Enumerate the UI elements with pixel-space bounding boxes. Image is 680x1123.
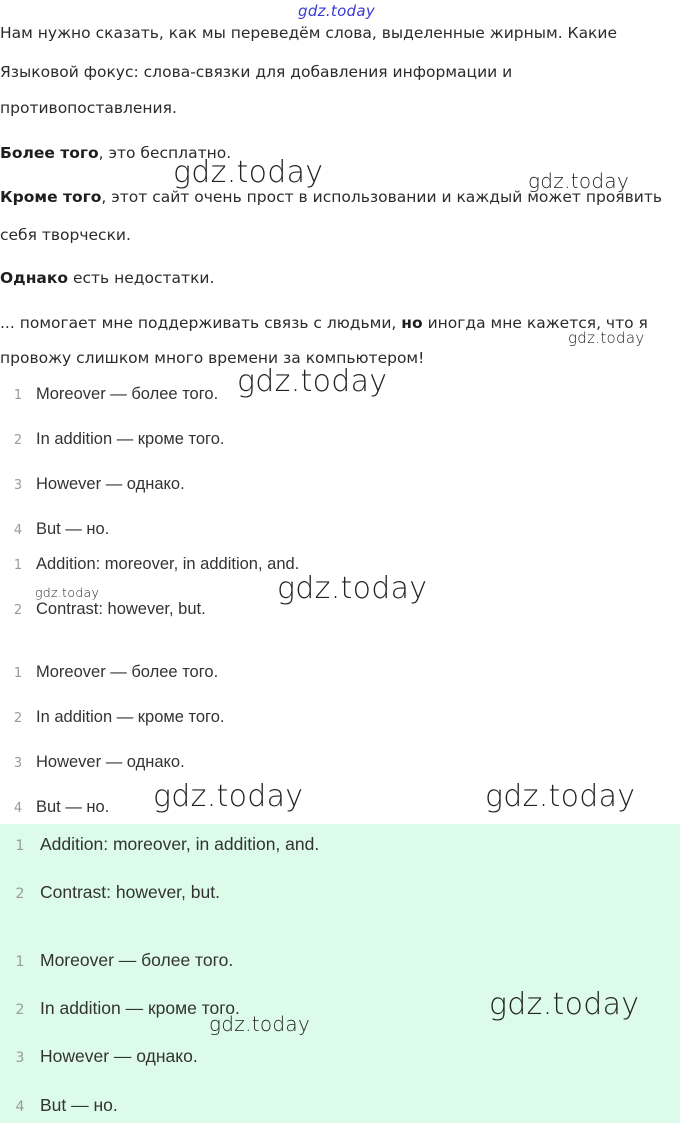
- list-number: 2: [15, 1002, 25, 1018]
- list-text: Contrast: however, but.: [40, 882, 220, 902]
- list-number: 3: [13, 756, 23, 771]
- list-item: [0, 997, 240, 1021]
- list-text: But — но.: [40, 1095, 118, 1115]
- list-item: [0, 474, 185, 496]
- list-number: 1: [13, 666, 23, 681]
- bold-phrase: Более того: [0, 144, 99, 162]
- list-number: 2: [15, 886, 25, 902]
- list-item: [0, 599, 206, 621]
- list-item: [0, 662, 218, 684]
- list-item: [0, 797, 109, 819]
- list-number: 1: [13, 558, 23, 573]
- sentence-pre: ... помогает мне поддерживать связь с людьми,: [0, 314, 402, 332]
- intro-line-2: Языковой фокус: слова-связки для добавления информации и: [0, 63, 513, 81]
- list-text: Moreover — более того.: [36, 663, 219, 681]
- list-item: [0, 384, 218, 406]
- list-text: Addition: moreover, in addition, and.: [40, 834, 320, 854]
- list-number: 1: [15, 838, 25, 854]
- sentence-2-cont: себя творчески.: [0, 226, 131, 244]
- highlighted-answer-block: [0, 824, 680, 1123]
- list-item: [0, 752, 185, 774]
- watermark: gdz.today: [153, 779, 304, 814]
- list-number: 3: [15, 1050, 25, 1066]
- list-item: [0, 881, 220, 905]
- list-text: In addition — кроме того.: [36, 430, 225, 448]
- sentence-rest: иногда мне кажется, что я: [422, 314, 648, 332]
- watermark: gdz.today: [568, 329, 645, 347]
- watermark: gdz.today: [489, 987, 640, 1022]
- list-number: 4: [15, 1099, 25, 1115]
- list-text: However — однако.: [40, 1046, 198, 1066]
- list-item: [0, 1045, 198, 1069]
- list-item: [0, 1094, 118, 1118]
- list-number: 2: [13, 433, 23, 448]
- sentence-rest: есть недостатки.: [68, 269, 215, 287]
- list-item: [0, 949, 233, 973]
- sentence-1: [0, 143, 680, 163]
- watermark: gdz.today: [237, 364, 388, 399]
- list-text: Moreover — более того.: [36, 385, 219, 403]
- list-text: Addition: moreover, in addition, and.: [36, 555, 300, 573]
- intro-line-1: Нам нужно сказать, как мы переведём слова, выделенные жирным. Какие: [0, 24, 618, 42]
- bold-phrase: но: [401, 314, 423, 332]
- list-item: [0, 707, 224, 729]
- list-number: 3: [13, 478, 23, 493]
- list-number: 2: [13, 603, 23, 618]
- sentence-3: [0, 268, 680, 288]
- list-text: But — но.: [36, 798, 110, 816]
- list-text: But — но.: [36, 520, 110, 538]
- bold-phrase: Кроме того: [0, 188, 102, 206]
- list-number: 2: [13, 711, 23, 726]
- watermark-top: gdz.today: [298, 2, 376, 20]
- list-number: 1: [15, 954, 25, 970]
- list-item: [0, 519, 109, 541]
- list-text: Contrast: however, but.: [36, 600, 206, 618]
- bold-phrase: Однако: [0, 269, 69, 287]
- list-text: In addition — кроме того.: [36, 708, 225, 726]
- list-item: [0, 429, 224, 451]
- list-item: [0, 554, 299, 576]
- sentence-rest: , это бесплатно.: [98, 144, 232, 162]
- intro-line-3: противопоставления.: [0, 99, 177, 117]
- list-number: 1: [13, 388, 23, 403]
- watermark: gdz.today: [35, 585, 100, 600]
- watermark: gdz.today: [485, 779, 636, 814]
- sentence-rest: , этот сайт очень прост в использовании и каждый может проявить: [101, 188, 663, 206]
- list-text: However — однако.: [36, 753, 185, 771]
- list-number: 4: [13, 523, 23, 538]
- list-text: Moreover — более того.: [40, 950, 234, 970]
- watermark: gdz.today: [528, 169, 630, 193]
- list-text: However — однако.: [36, 475, 185, 493]
- list-number: 4: [13, 801, 23, 816]
- watermark: gdz.today: [277, 571, 428, 606]
- watermark: gdz.today: [173, 155, 324, 190]
- watermark: gdz.today: [209, 1012, 311, 1036]
- sentence-4-cont: провожу слишком много времени за компьютером!: [0, 349, 425, 367]
- list-text: In addition — кроме того.: [40, 998, 240, 1018]
- list-item: [0, 833, 319, 857]
